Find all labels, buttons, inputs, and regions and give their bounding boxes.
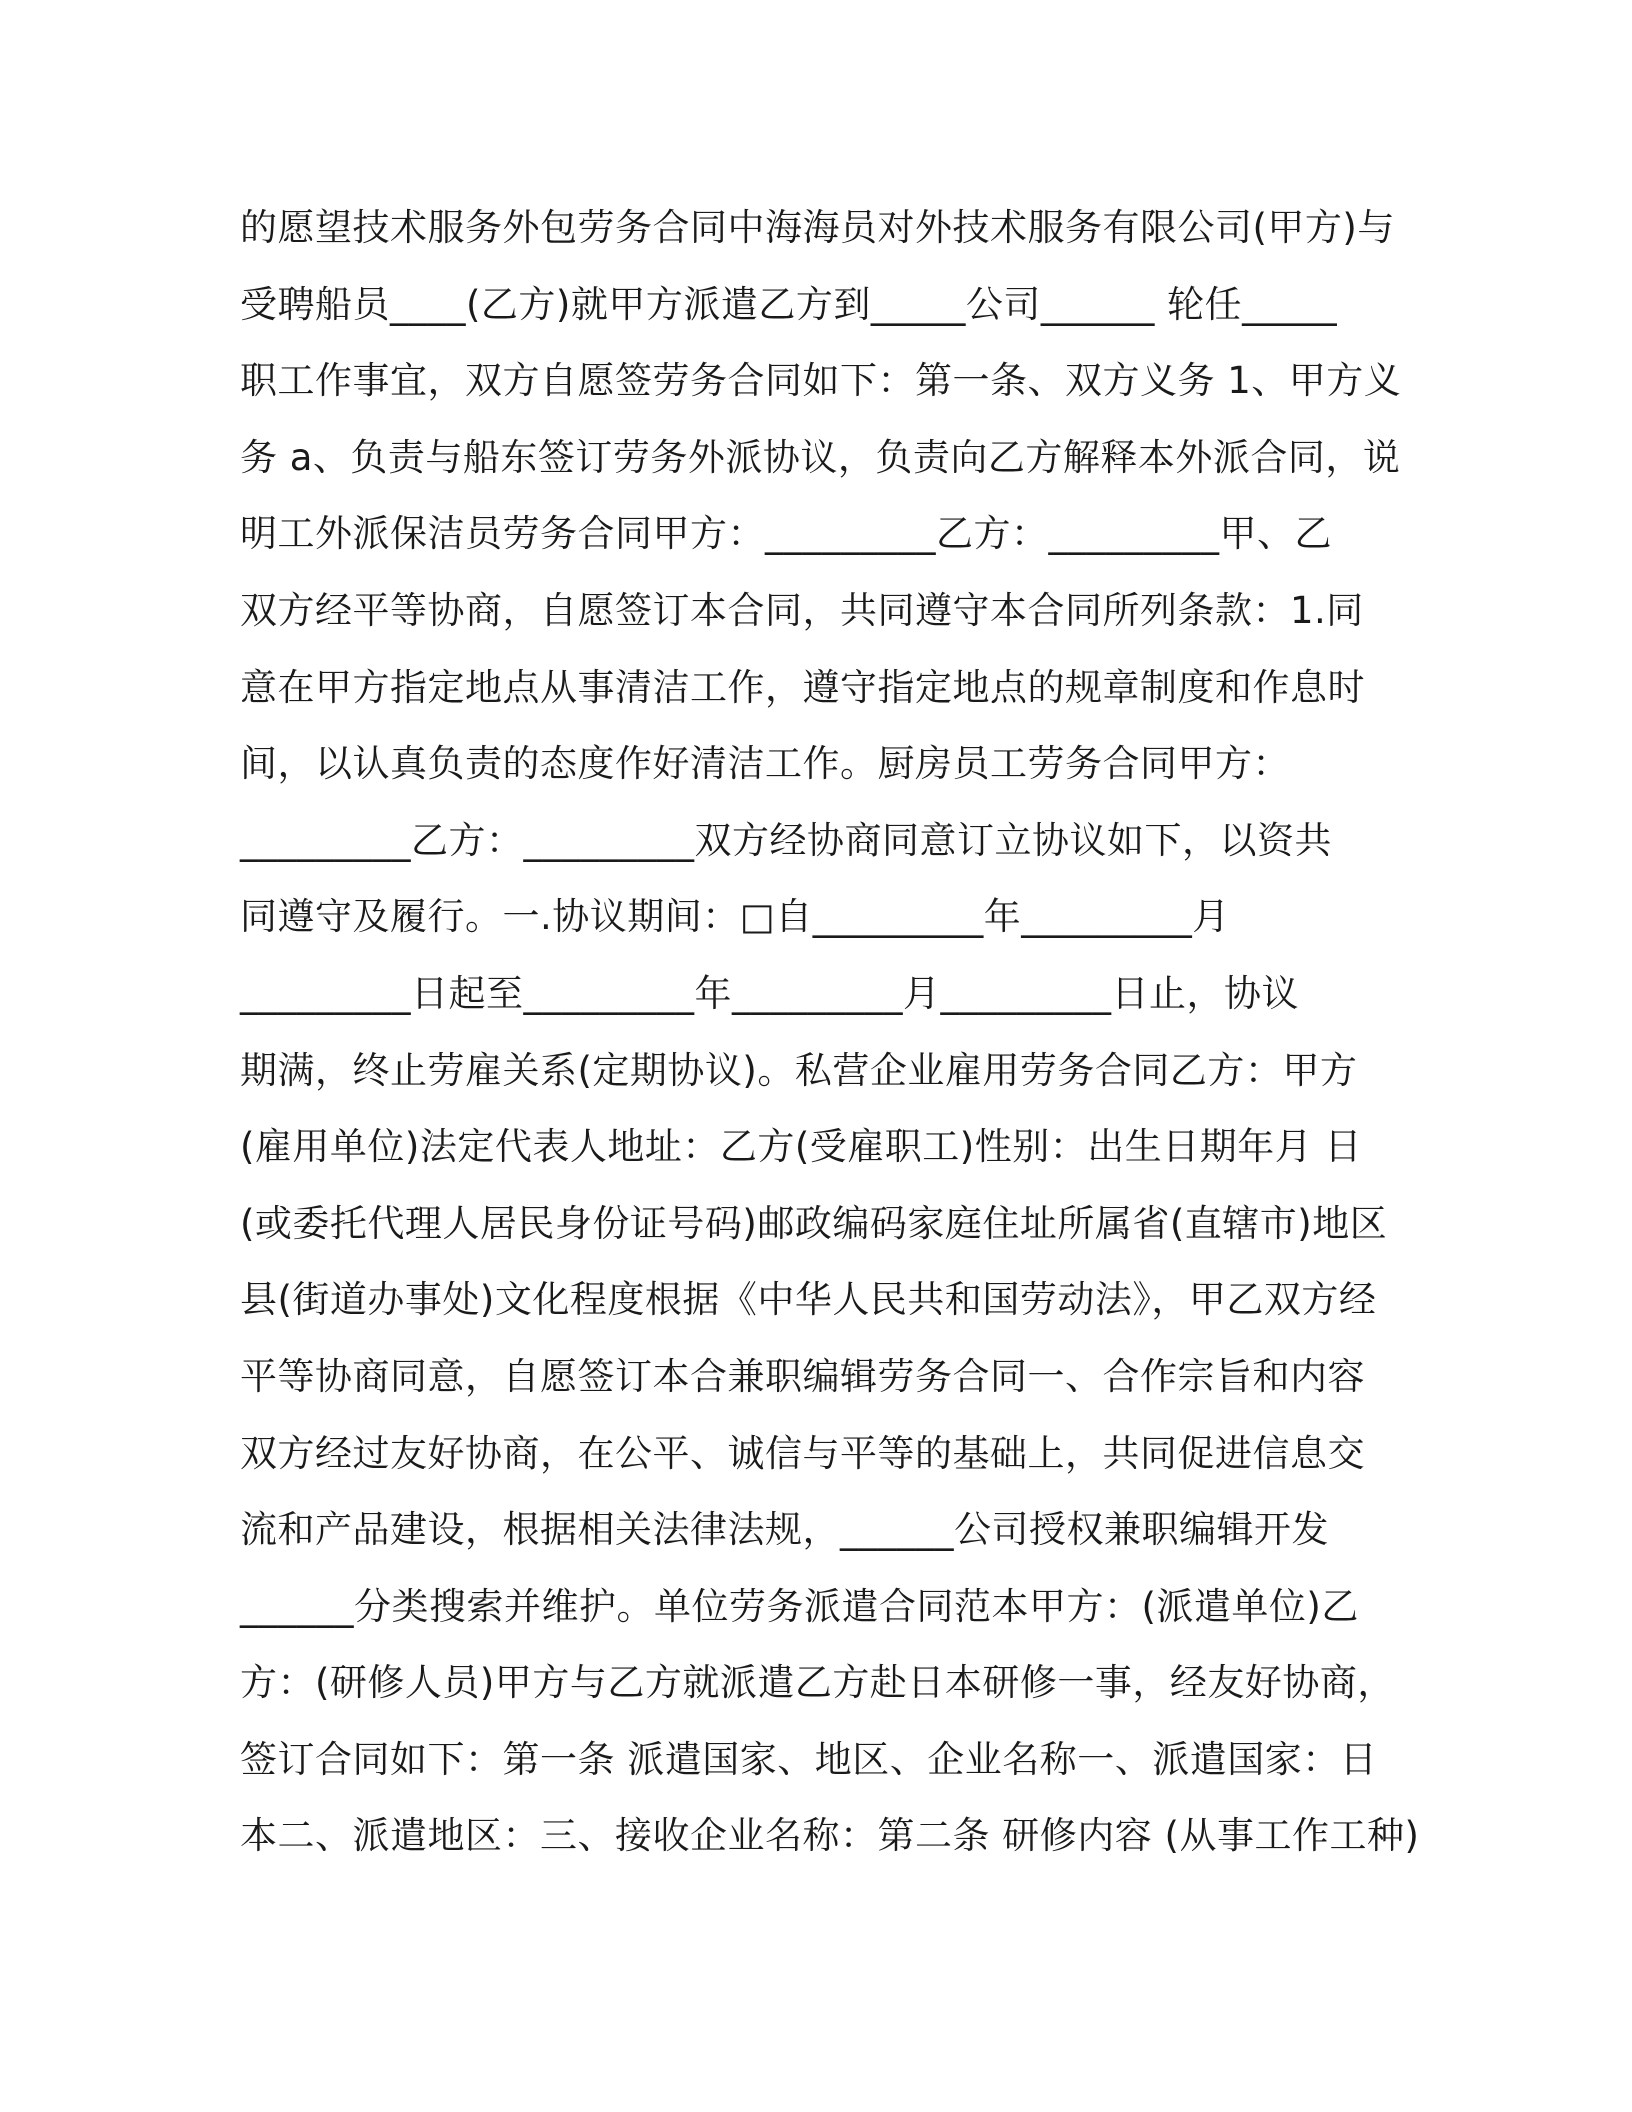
text-line: 本二、派遣地区：三、接收企业名称：第二条 研修内容 (从事工作工种) [240,1814,1420,1858]
text-line: 期满，终止劳雇关系(定期协议)。私营企业雇用劳务合同乙方：甲方 [240,1048,1358,1092]
text-line: 的愿望技术服务外包劳务合同中海海员对外技术服务有限公司(甲方)与 [240,206,1395,249]
text-line: ______分类搜索并维护。单位劳务派遣合同范本甲方：(派遣单位)乙 [240,1584,1359,1628]
text-line: 签订合同如下：第一条 派遣国家、地区、企业名称一、派遣国家：日 [240,1737,1378,1781]
text-line: (或委托代理人居民身份证号码)邮政编码家庭住址所属省(直辖市)地区 [240,1201,1388,1245]
text-line: 职工作事宜，双方自愿签劳务合同如下：第一条、双方义务 1、甲方义 [240,359,1402,403]
text-line: 同遵守及履行。一.协议期间：□自_________年_________月 [240,895,1230,939]
text-line: 双方经过友好协商，在公平、诚信与平等的基础上，共同促进信息交 [240,1431,1365,1475]
text-line: 流和产品建设，根据相关法律法规，______公司授权兼职编辑开发 [240,1508,1329,1552]
text-line: 方：(研修人员)甲方与乙方就派遣乙方赴日本研修一事，经友好协商， [240,1661,1395,1705]
text-line: 间，以认真负责的态度作好清洁工作。厨房员工劳务合同甲方： [240,742,1290,786]
text-line: 明工外派保洁员劳务合同甲方：_________乙方：_________甲、乙 [240,512,1332,556]
text-line: (雇用单位)法定代表人地址：乙方(受雇职工)性别：出生日期年月 日 [240,1125,1362,1169]
text-line: 县(街道办事处)文化程度根据《中华人民共和国劳动法》，甲乙双方经 [240,1278,1377,1322]
text-line: 受聘船员____(乙方)就甲方派遣乙方到_____公司______ 轮任_____ [240,282,1338,326]
text-line: 务 a、负责与船东签订劳务外派协议，负责向乙方解释本外派合同，说 [240,435,1401,479]
text-line: _________乙方：_________双方经协商同意订立协议如下，以资共 [240,818,1332,862]
text-line: 双方经平等协商，自愿签订本合同，共同遵守本合同所列条款：1.同 [240,588,1364,632]
text-line: 意在甲方指定地点从事清洁工作，遵守指定地点的规章制度和作息时 [240,665,1365,709]
text-line: _________日起至_________年_________月_________日止，协议 [240,971,1299,1015]
text-line: 平等协商同意，自愿签订本合兼职编辑劳务合同一、合作宗旨和内容 [240,1354,1365,1398]
contract-body-text [240,190,1420,1875]
